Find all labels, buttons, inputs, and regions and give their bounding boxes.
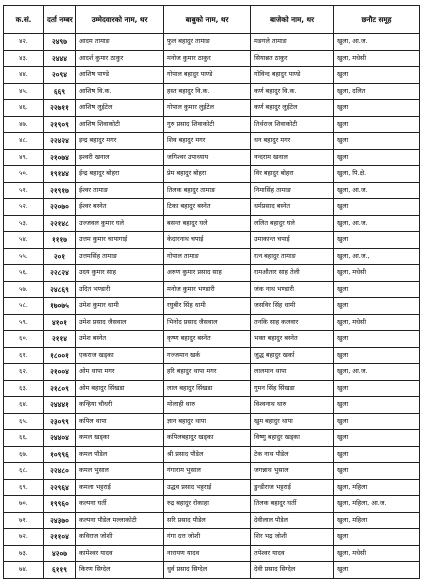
table-row [4,215,420,232]
table-row [4,182,420,199]
serial-cell: ६७. [4,446,44,463]
candidate-table [3,5,420,579]
candidate-name-cell: उत्तमसिंह तामाङ [76,248,164,265]
grandfather-name-cell: कर्ण बहादुर लुईटेल [251,100,334,117]
candidate-name-cell: उज्जवल कुमार घले [76,215,164,232]
grandfather-name-cell: धन बहादुर मगर [251,133,334,150]
table-row [4,446,420,463]
father-name-cell: मोलाही थारु [164,397,251,414]
serial-cell: ५६. [4,265,44,282]
registration-number-cell: १८००१ [44,347,76,364]
father-name-cell: गज्जमान खर्क [164,347,251,364]
grandfather-name-cell: सियाब्रत ठाकुर [251,50,334,67]
grandfather-name-cell: विश्वनाथ थारु [251,397,334,414]
registration-number-cell: २२८२४ [44,265,76,282]
father-name-cell: कृष्ण बहादुर बस्नेत [164,331,251,348]
grandfather-name-cell: जुद्ध बहादुर खर्का [251,347,334,364]
registration-number-cell: ६११९ [44,562,76,579]
grandfather-name-cell: भक्त बहादुर बस्नेत [251,331,334,348]
registration-number-cell: २१०७४ [44,149,76,166]
registration-number-cell: २४४०४ [44,430,76,447]
father-name-cell: रघुबीर सिंह धामी [164,298,251,315]
table-row [4,100,420,117]
serial-cell: ४३. [4,50,44,67]
grandfather-name-cell: शिर भद्र जोशी [251,529,334,546]
candidate-name-cell: कविराज जोशी [76,529,164,546]
table-row [4,364,420,381]
serial-cell: ७०. [4,496,44,513]
candidate-name-cell: आशिष वि.क. [76,83,164,100]
table-row [4,479,420,496]
table-row [4,496,420,513]
registration-number-cell: ४१०१ [44,314,76,331]
serial-cell: ४२. [4,34,44,51]
selection-group-cell: खुला, मधेसी [334,314,420,331]
header-grandfather-name: बाजेको नाम, थर [251,6,334,34]
father-name-cell: शिव बहादुर मगर [164,133,251,150]
serial-cell: ६१. [4,347,44,364]
serial-cell: ७१. [4,512,44,529]
selection-group-cell: खुला, दलित [334,83,420,100]
father-name-cell: प्रेम बहादुर बोहरा [164,166,251,183]
registration-number-cell: २१००४ [44,364,76,381]
father-name-cell: गोपाल बहादुर पाण्डे [164,67,251,84]
registration-number-cell: २०९४ [44,67,76,84]
candidate-name-cell: किरण सिग्देल [76,562,164,579]
serial-cell: ४८. [4,133,44,150]
serial-cell: ५८. [4,298,44,315]
table-row [4,314,420,331]
grandfather-name-cell: निमासिंह तामाङ [251,182,334,199]
header-row [4,6,420,34]
candidate-name-cell: कमल पौडेल [76,446,164,463]
father-name-cell: रुद्र बहादुर रोकाहा [164,496,251,513]
serial-cell: ५३. [4,215,44,232]
selection-group-cell: खुला, मधेसी [334,545,420,562]
table-row [4,512,420,529]
serial-cell: ६३. [4,380,44,397]
serial-cell: ५४. [4,232,44,249]
table-row [4,83,420,100]
header-father-name: बाबुको नाम, थर [164,6,251,34]
registration-number-cell: २११०४ [44,529,76,546]
selection-group-cell: खुला [334,529,420,546]
grandfather-name-cell: देवीलाल पौडेल [251,512,334,529]
candidate-name-cell: उमेश प्रसाद जैसवाल [76,314,164,331]
table-row [4,67,420,84]
table-row [4,116,420,133]
grandfather-name-cell: टेक नाथ पौडेल [251,446,334,463]
selection-group-cell: खुला [334,116,420,133]
grandfather-name-cell: जंक नाथ भण्डारी [251,281,334,298]
registration-number-cell: २२०७० [44,199,76,216]
serial-cell: ५५. [4,248,44,265]
candidate-name-cell: कमल भुसाल [76,463,164,480]
serial-cell: ५२. [4,199,44,216]
selection-group-cell: खुला [334,562,420,579]
serial-cell: ५०. [4,166,44,183]
serial-cell: ४५. [4,83,44,100]
serial-cell: ५१. [4,182,44,199]
registration-number-cell: २२४२४ [44,133,76,150]
candidate-name-cell: कमला भट्टराई [76,479,164,496]
selection-group-cell: खुला, आ.ज. [334,215,420,232]
registration-number-cell: २४४४ [44,50,76,67]
selection-group-cell: खुला, आ.ज. [334,34,420,51]
registration-number-cell: २२४८० [44,463,76,480]
table-header [4,6,420,34]
header-serial: क.सं. [4,6,44,34]
candidate-name-cell: कन्हिया चौधरी [76,397,164,414]
registration-number-cell: २४४४१ [44,397,76,414]
father-name-cell: भिनोद प्रसाद जैसवाल [164,314,251,331]
serial-cell: ६९. [4,479,44,496]
grandfather-name-cell: गोविन्द बहादुर पाण्डे [251,67,334,84]
table-row [4,34,420,51]
serial-cell: ६०. [4,331,44,348]
registration-number-cell: १९१४४ [44,166,76,183]
candidate-name-cell: उदय कुमार साह [76,265,164,282]
serial-cell: ७२. [4,529,44,546]
serial-cell: ७३. [4,545,44,562]
registration-number-cell: १७०७५ [44,298,76,315]
selection-group-cell: खुला, आ.ज. [334,364,420,381]
candidate-name-cell: कल्पना घर्ती [76,496,164,513]
grandfather-name-cell: जसविर सिंह धामी [251,298,334,315]
table-row [4,248,420,265]
grandfather-name-cell: विष्णु बहादुर खड्का [251,430,334,447]
serial-cell: ५९. [4,314,44,331]
selection-group-cell: खुला [334,430,420,447]
table-row [4,298,420,315]
grandfather-name-cell: लालमान थापा [251,364,334,381]
candidate-name-cell: ईश्वर तामाङ [76,182,164,199]
candidate-name-cell: आदम तामाङ [76,34,164,51]
grandfather-name-cell: डुन्डीराज भट्टराई [251,479,334,496]
serial-cell: ६४. [4,397,44,414]
father-name-cell: ज्ञान बहादुर थापा [164,413,251,430]
registration-number-cell: १०९९६ [44,446,76,463]
selection-group-cell: खुला [334,397,420,414]
father-name-cell: तिलक बहादुर तामाङ [164,182,251,199]
father-name-cell: गंगाराम भुसाल [164,463,251,480]
selection-group-cell: खुला [334,232,420,249]
grandfather-name-cell: तिलक बहादुर घर्ती [251,496,334,513]
father-name-cell: कपिलबहादुर खड्का [164,430,251,447]
registration-number-cell: २४९७ [44,34,76,51]
candidate-name-cell: ओम थापा मगर [76,364,164,381]
selection-group-cell: खुला, महिला, आ.ज. [334,496,420,513]
selection-group-cell: खुला [334,347,420,364]
registration-number-cell: २१९०९ [44,116,76,133]
registration-number-cell: १९९६० [44,496,76,513]
table-row [4,529,420,546]
father-name-cell: केदारनाथ चपाई [164,232,251,249]
selection-group-cell: खुला [334,281,420,298]
table-row [4,430,420,447]
grandfather-name-cell: गुमन सिंह सिंखडा [251,380,334,397]
serial-cell: ४६. [4,100,44,117]
father-name-cell: लाल बहादुर सिंखडा [164,380,251,397]
grandfather-name-cell: कर्ण बहादुर वि.क. [251,83,334,100]
table-row [4,281,420,298]
candidate-name-cell: आशिष पाण्डे [76,67,164,84]
selection-group-cell: खुला [334,331,420,348]
registration-number-cell: २२७११ [44,100,76,117]
grandfather-name-cell: जगन्नाथ भुसाल [251,463,334,480]
registration-number-cell: २१९१७ [44,182,76,199]
father-name-cell: सरि प्रसाद पौडेल [164,512,251,529]
registration-number-cell: २२९६४ [44,479,76,496]
serial-cell: ६६. [4,430,44,447]
candidate-name-cell: उमेश कुमार धामी [76,298,164,315]
father-name-cell: मनोज कुमार भण्डारी [164,281,251,298]
candidate-name-cell: उत्तम कुमार चापागाई [76,232,164,249]
registration-number-cell: २४८६९ [44,281,76,298]
serial-cell: ५७. [4,281,44,298]
registration-number-cell: २४३७० [44,512,76,529]
selection-group-cell: खुला [334,446,420,463]
candidate-name-cell: कल्पना पौडेल मल्लाकोटी [76,512,164,529]
table-row [4,50,420,67]
candidate-name-cell: उदित भण्डारी [76,281,164,298]
selection-group-cell: खुला [334,149,420,166]
grandfather-name-cell: उमाकान्त चपाई [251,232,334,249]
grandfather-name-cell: तनकि साह कलवार [251,314,334,331]
table-row [4,380,420,397]
grandfather-name-cell: रत्न बहादुर तामाङ [251,248,334,265]
table-row [4,149,420,166]
grandfather-name-cell: तिर्थराज शिवाकोटी [251,116,334,133]
grandfather-name-cell: नन्दराम खनाल [251,149,334,166]
father-name-cell: धुर्व प्रसाद सिग्देल [164,562,251,579]
father-name-cell: बसन्त बहादुर घले [164,215,251,232]
father-name-cell: हस्त बहादुर वि.क. [164,83,251,100]
serial-cell: ४७. [4,116,44,133]
grandfather-name-cell: ललित बहादुर घले [251,215,334,232]
table-row [4,133,420,150]
candidate-name-cell: आशिष शिवाकोटी [76,116,164,133]
serial-cell: ६५. [4,413,44,430]
serial-cell: ४९. [4,149,44,166]
grandfather-name-cell: तपेश्वर यादव [251,545,334,562]
table-body [4,34,420,579]
candidate-name-cell: कामेश्वर यादव [76,545,164,562]
serial-cell: ७४. [4,562,44,579]
table-row [4,331,420,348]
grandfather-name-cell: मङगले तामाङ [251,34,334,51]
candidate-name-cell: इश्वरी खनाल [76,149,164,166]
table-row [4,347,420,364]
registration-number-cell: २२१४८ [44,215,76,232]
selection-group-cell: खुला [334,413,420,430]
candidate-name-cell: एकराज खड्का [76,347,164,364]
father-name-cell: मनोज कुमार ठाकुर [164,50,251,67]
selection-group-cell: खुला, आ.ज. [334,182,420,199]
table-row [4,166,420,183]
candidate-name-cell: ओम बहादुर सिंखडा [76,380,164,397]
candidate-name-cell: ईश्वर बस्नेत [76,199,164,216]
registration-number-cell: २०१ [44,248,76,265]
candidate-name-cell: आशिष लुईटेल [76,100,164,117]
selection-group-cell: खुला, महिला [334,512,420,529]
registration-number-cell: २११४ [44,331,76,348]
father-name-cell: गोपाल तामाङ [164,248,251,265]
grandfather-name-cell: विर बहादुर बोहरा [251,166,334,183]
registration-number-cell: १११७ [44,232,76,249]
father-name-cell: नारायण यादव [164,545,251,562]
candidate-name-cell: आदर्श कुमार ठाकुर [76,50,164,67]
selection-group-cell: खुला [334,380,420,397]
selection-group-cell: खुला [334,67,420,84]
selection-group-cell: खुला [334,133,420,150]
father-name-cell: जगिश्वर उपाध्याय [164,149,251,166]
selection-group-cell: खुला, आ.ज., [334,248,420,265]
father-name-cell: गंगा दत्त जोशी [164,529,251,546]
header-selection-group: छनौट समूह [334,6,420,34]
selection-group-cell: खुला, महिला [334,479,420,496]
selection-group-cell: खुला, पि.क्षे. [334,166,420,183]
table-row [4,413,420,430]
candidate-name-cell: उमेश बस्नेत [76,331,164,348]
father-name-cell: अरुण कुमार प्रसाद साह [164,265,251,282]
serial-cell: ६८. [4,463,44,480]
candidate-name-cell: ईन्द्र बहादुर बोहरा [76,166,164,183]
grandfather-name-cell: खुम बहादुर थापा [251,413,334,430]
table-row [4,232,420,249]
father-name-cell: फुल बहादुर तामाङ [164,34,251,51]
selection-group-cell: खुला [334,298,420,315]
header-registration-number: दर्ता नम्बर [44,6,76,34]
grandfather-name-cell: धर्मप्रसाद बस्नेत [251,199,334,216]
candidate-name-cell: कमल खड्का [76,430,164,447]
table-row [4,397,420,414]
selection-group-cell: खुला [334,463,420,480]
registration-number-cell: २३०९९ [44,413,76,430]
father-name-cell: श्री प्रसाद पौडेल [164,446,251,463]
selection-group-cell: खुला [334,100,420,117]
serial-cell: ४४. [4,67,44,84]
document-page [3,5,419,579]
table-row [4,265,420,282]
grandfather-name-cell: रामऔतार साह तेली [251,265,334,282]
grandfather-name-cell: देवी प्रसाद सिग्देल [251,562,334,579]
father-name-cell: गोपाल कुमार लुईटेल [164,100,251,117]
serial-cell: ६२. [4,364,44,381]
selection-group-cell: खुला, मधेसी [334,50,420,67]
header-candidate-name: उम्मेदवारको नाम, थर [76,6,164,34]
father-name-cell: टिका बहादुर बस्नेत [164,199,251,216]
candidate-name-cell: कपिल थापा [76,413,164,430]
selection-group-cell: खुला, मधेसी [334,265,420,282]
table-row [4,199,420,216]
father-name-cell: हरि बहादुर थापा मगर [164,364,251,381]
candidate-name-cell: इन्द्र बहादुर मगर [76,133,164,150]
selection-group-cell: खुला [334,199,420,216]
registration-number-cell: ४२०७ [44,545,76,562]
registration-number-cell: २१८०९ [44,380,76,397]
registration-number-cell: ६६९ [44,83,76,100]
table-row [4,545,420,562]
table-row [4,463,420,480]
father-name-cell: गुरु प्रसाद शिवाकोटी [164,116,251,133]
father-name-cell: उद्धव प्रसाद भट्टराई [164,479,251,496]
